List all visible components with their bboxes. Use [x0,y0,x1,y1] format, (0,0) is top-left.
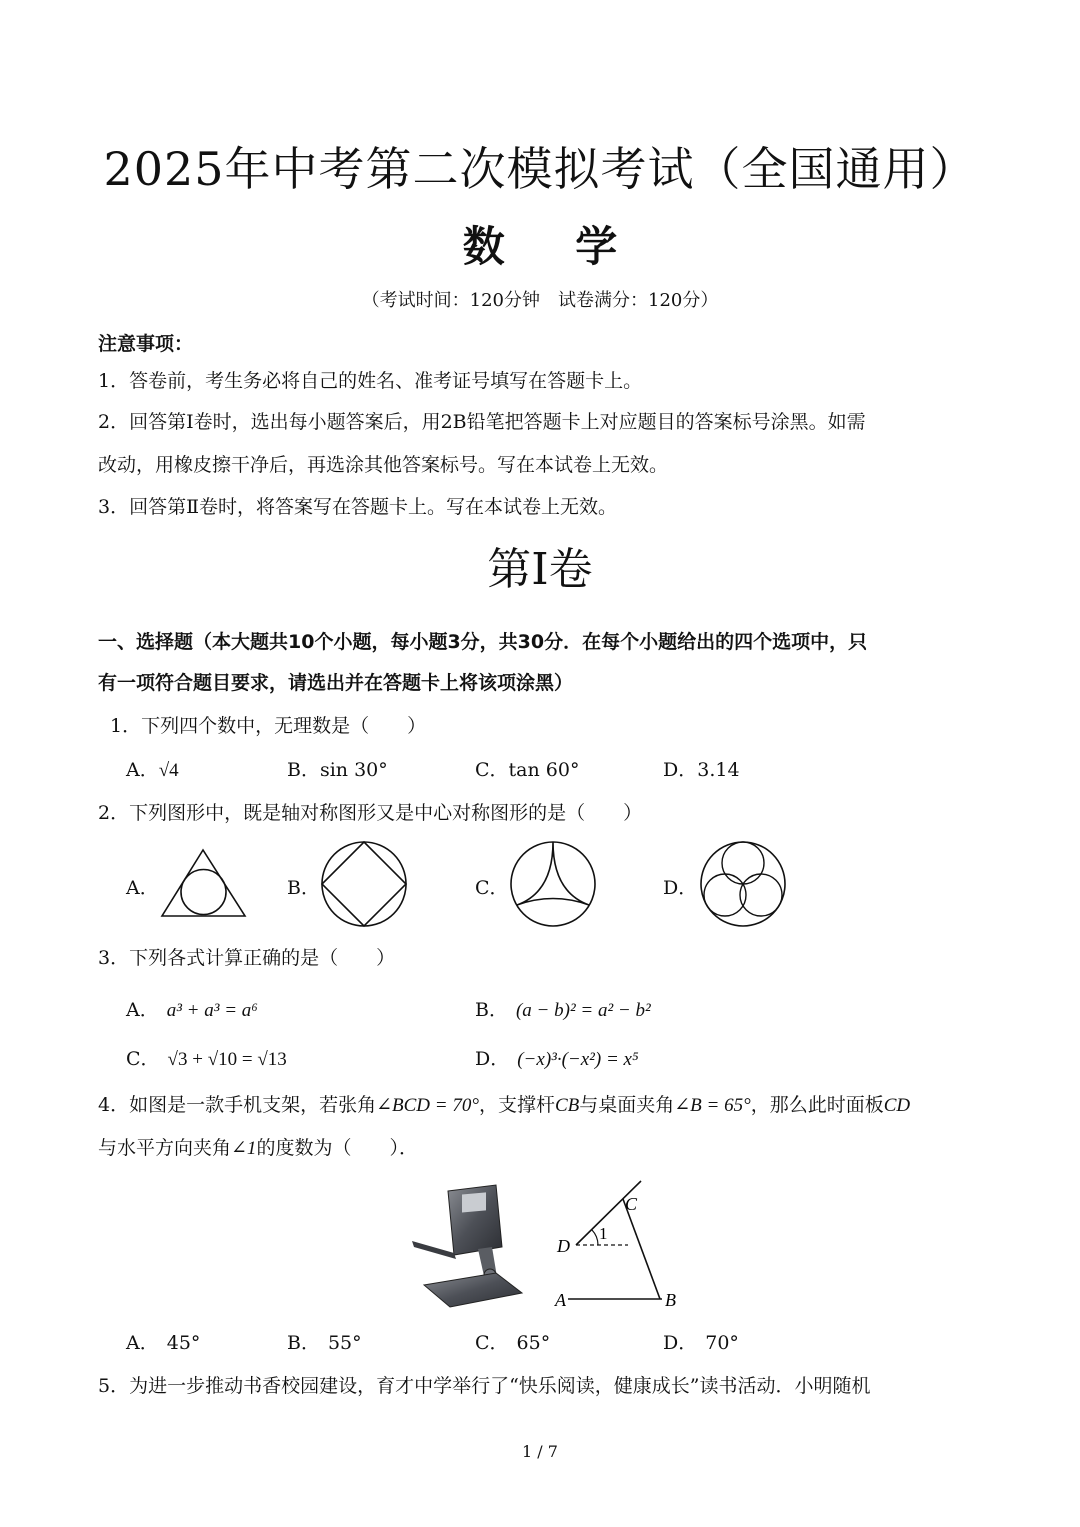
label-b: B [665,1290,676,1310]
circle-trefoil-figure [699,840,787,928]
q5-stem-line-1: 5．为进一步推动书香校园建设，育才中学举行了“快乐阅读，健康成长”读书活动．小明随机 [98,1375,871,1397]
q2-option-c-label: C． [475,877,509,899]
q3-option-b [475,995,651,1022]
q4-stem-line-2 [98,1133,418,1160]
page-number: 1 / 7 [522,1442,558,1461]
q4-text-5: 与水平方向夹角 [98,1137,232,1159]
q3-option-c [126,1044,287,1071]
triangle-incircle-figure [160,848,248,920]
label-angle-1: 1 [599,1224,608,1243]
q4-text-1: 4．如图是一款手机支架，若张角 [98,1094,377,1116]
volume-title: 第Ⅰ卷 [487,544,593,595]
q2-option-d-label: D． [663,877,698,899]
q4-option-a [126,1328,200,1355]
q4-segment-cd: CD [883,1095,911,1116]
q3-option-b-value: (a − b)² = a² − b² [515,1000,651,1021]
q3-option-a [126,995,258,1022]
notice-item-2-line-1: 2．回答第Ⅰ卷时，选出每小题答案后，用2B铅笔把答题卡上对应题目的答案标号涂黑。如需 [98,411,866,433]
q4-option-d-label: D． [663,1332,698,1354]
notice-heading: 注意事项： [98,333,194,355]
label-d: D [557,1236,570,1256]
q4-option-a-value: 45° [166,1332,201,1354]
circle-inscribed-square-figure [320,840,408,928]
q4-segment-cb: CB [554,1095,580,1116]
q4-angle-bcd: ∠BCD = 70° [376,1095,479,1116]
q3-stem: 3．下列各式计算正确的是（ ） [98,947,396,969]
phone-stand-illustration [410,1183,530,1313]
q2-option-b-label: B． [287,877,320,899]
q4-option-b-value: 55° [327,1332,362,1354]
q1-option-c-value: tan 60° [508,759,580,781]
q4-option-b [287,1328,362,1355]
q4-option-d-value: 70° [705,1332,739,1354]
q4-option-c-label: C． [475,1332,509,1354]
q3-option-d-value: (−x)³·(−x²) = x⁵ [517,1049,639,1070]
q4-text-2: ，支撑杆 [478,1094,555,1116]
q1-option-b [287,755,388,782]
q3-option-a-value: a³ + a³ = a⁶ [166,1000,258,1021]
q2-option-a-label: A． [126,877,159,899]
q4-option-d [663,1328,739,1355]
q4-angle-b: ∠B = 65° [674,1095,751,1116]
notice-item-1: 1．答卷前，考生务必将自己的姓名、准考证号填写在答题卡上。 [98,370,643,392]
label-a: A [555,1290,566,1310]
q4-stem-line-1 [98,1090,910,1117]
q1-option-d-value: 3.14 [697,759,740,781]
q3-option-a-label: A． [126,999,159,1021]
notice-item-3: 3．回答第Ⅱ卷时，将答案写在答题卡上。写在本试卷上无效。 [98,496,618,518]
q1-option-c-label: C． [475,759,509,781]
q1-option-d-label: D． [663,759,698,781]
q1-option-a-label: A． [126,759,159,781]
q1-option-c [475,755,579,782]
q2-stem: 2．下列图形中，既是轴对称图形又是中心对称图形的是（ ） [98,802,643,824]
q3-option-b-label: B． [475,999,508,1021]
section-1-heading-line-2: 有一项符合题目要求，请选出并在答题卡上将该项涂黑） [98,672,574,694]
exam-title: 2025年中考第二次模拟考试（全国通用） [103,142,977,196]
q4-text-3: 与桌面夹角 [579,1094,675,1116]
q4-angle-1: ∠1 [231,1138,257,1159]
q3-option-d-label: D． [475,1048,510,1070]
q1-option-b-label: B． [287,759,320,781]
q4-option-a-label: A． [126,1332,159,1354]
q1-option-d [663,755,740,782]
q3-option-c-label: C． [126,1048,160,1070]
subject-title: 数 学 [462,222,646,271]
q3-option-c-value: √3 + √10 = √13 [167,1049,287,1070]
q4-text-4: ，那么此时面板 [750,1094,884,1116]
circle-three-arcs-figure [509,840,597,928]
q4-option-b-label: B． [287,1332,320,1354]
q4-option-c [475,1328,550,1355]
q1-stem: 1．下列四个数中，无理数是（ ） [110,715,427,737]
q1-option-b-value: sin 30° [319,759,388,781]
q1-option-a-value: √4 [158,760,179,781]
q4-geometry-figure [552,1176,692,1316]
q3-option-d [475,1044,639,1071]
section-1-heading-line-1: 一、选择题（本大题共10个小题，每小题3分，共30分．在每个小题给出的四个选项中，只 [98,631,868,653]
label-c: C [625,1194,638,1214]
exam-time-info: （考试时间：120分钟 试卷满分：120分） [361,290,719,311]
q4-text-6: 的度数为（ ）． [256,1137,418,1159]
q4-option-c-value: 65° [516,1332,551,1354]
q1-option-a [126,755,179,782]
notice-item-2-line-2: 改动，用橡皮擦干净后，再选涂其他答案标号。写在本试卷上无效。 [98,454,669,476]
